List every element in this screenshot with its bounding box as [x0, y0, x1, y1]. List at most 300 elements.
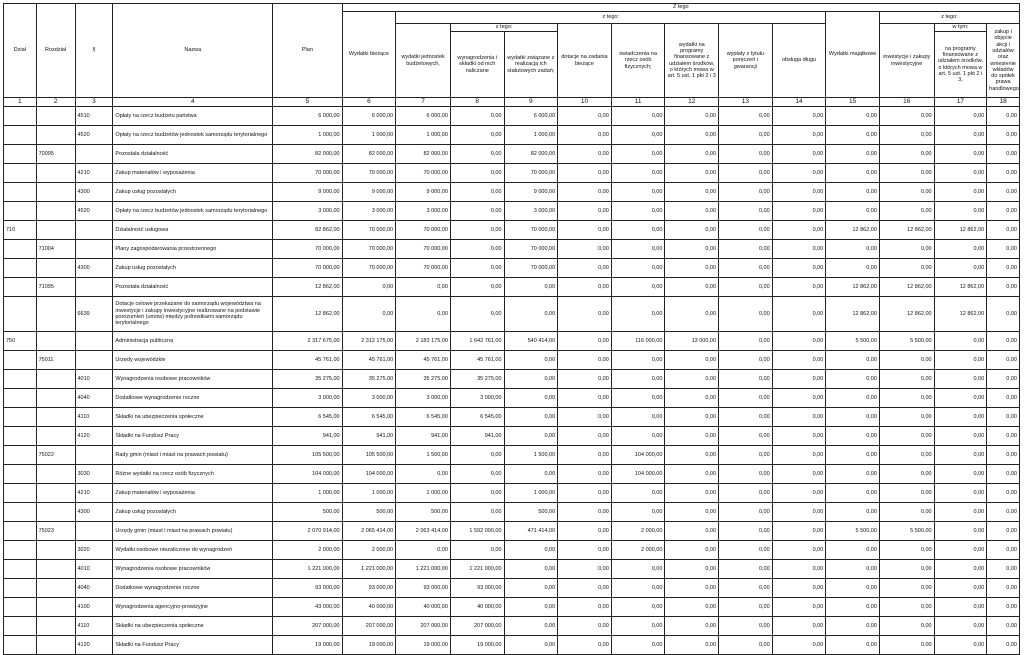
- cell-amount: 35 275,00: [273, 370, 342, 389]
- cell-amount: 0,00: [879, 183, 934, 202]
- cell-amount: 0,00: [934, 503, 987, 522]
- header-swiadczenia: świadczenia na rzecz osób fizycznych;: [611, 24, 665, 98]
- cell-dzial: [4, 636, 37, 655]
- cell-amount: 0,00: [396, 541, 451, 560]
- table-row: [4, 351, 1020, 370]
- cell-amount: 500,00: [342, 503, 396, 522]
- cell-amount: 0,00: [504, 370, 558, 389]
- cell-amount: 93 000,00: [396, 579, 451, 598]
- cell-amount: 0,00: [611, 259, 665, 278]
- cell-amount: 0,00: [558, 636, 612, 655]
- cell-amount: 941,00: [450, 427, 504, 446]
- cell-amount: 70 000,00: [396, 221, 451, 240]
- cell-amount: 0,00: [719, 332, 773, 351]
- cell-amount: 0,00: [719, 221, 773, 240]
- cell-amount: 0,00: [987, 636, 1020, 655]
- table-row: [4, 522, 1020, 541]
- cell-amount: 1 000,00: [273, 484, 342, 503]
- cell-amount: 0,00: [504, 541, 558, 560]
- cell-amount: 0,00: [772, 503, 826, 522]
- cell-amount: 0,00: [450, 259, 504, 278]
- cell-amount: 0,00: [772, 636, 826, 655]
- cell-amount: 13 000,00: [665, 332, 719, 351]
- header-poreczenia: wypłaty z tytułu poręczeń i gwarancji: [719, 24, 773, 98]
- header-dzial: Dział: [4, 4, 37, 98]
- column-number: 18: [987, 98, 1020, 107]
- cell-amount: 0,00: [396, 297, 451, 332]
- cell-amount: 0,00: [665, 164, 719, 183]
- cell-nazwa: Rady gmin (miast i miast na prawach powiatu): [113, 446, 273, 465]
- cell-amount: 0,00: [450, 202, 504, 221]
- cell-amount: 0,00: [558, 107, 612, 126]
- cell-amount: 0,00: [934, 484, 987, 503]
- table-row: [4, 465, 1020, 484]
- table-row: [4, 202, 1020, 221]
- cell-amount: 0,00: [719, 126, 773, 145]
- cell-amount: 104 000,00: [273, 465, 342, 484]
- cell-amount: 0,00: [934, 579, 987, 598]
- cell-amount: 0,00: [826, 145, 880, 164]
- cell-amount: 0,00: [558, 503, 612, 522]
- cell-amount: 3 000,00: [504, 202, 558, 221]
- table-row: [4, 107, 1020, 126]
- cell-amount: 0,00: [987, 183, 1020, 202]
- cell-amount: 0,00: [450, 484, 504, 503]
- table-row: [4, 579, 1020, 598]
- cell-amount: 5 500,00: [826, 522, 880, 541]
- cell-amount: 0,00: [665, 579, 719, 598]
- header-wydatki-biezace: Wydatki bieżące: [342, 12, 396, 98]
- cell-amount: 0,00: [987, 202, 1020, 221]
- cell-amount: 0,00: [665, 484, 719, 503]
- cell-amount: 0,00: [719, 370, 773, 389]
- cell-nazwa: Składki na ubezpieczenia społeczne: [113, 408, 273, 427]
- cell-amount: 0,00: [665, 446, 719, 465]
- cell-amount: 0,00: [558, 522, 612, 541]
- cell-amount: 0,00: [826, 560, 880, 579]
- cell-amount: 0,00: [879, 351, 934, 370]
- cell-amount: 0,00: [611, 408, 665, 427]
- document-page: [3, 3, 1021, 648]
- cell-amount: 0,00: [611, 598, 665, 617]
- cell-amount: 0,00: [719, 351, 773, 370]
- cell-amount: 0,00: [504, 297, 558, 332]
- cell-amount: 0,00: [611, 484, 665, 503]
- cell-nazwa: Zakup materiałów i wyposażenia: [113, 484, 273, 503]
- cell-amount: 0,00: [611, 370, 665, 389]
- cell-amount: 0,00: [719, 408, 773, 427]
- cell-amount: 0,00: [879, 465, 934, 484]
- cell-amount: 1 000,00: [342, 126, 396, 145]
- cell-amount: 0,00: [934, 202, 987, 221]
- cell-dzial: [4, 484, 37, 503]
- cell-amount: 0,00: [772, 126, 826, 145]
- cell-amount: 2 070 914,00: [273, 522, 342, 541]
- cell-amount: 3 000,00: [273, 202, 342, 221]
- cell-amount: 0,00: [987, 560, 1020, 579]
- cell-nazwa: Zakup usług pozostałych: [113, 503, 273, 522]
- cell-amount: 0,00: [772, 259, 826, 278]
- cell-rozdzial: [36, 541, 75, 560]
- cell-rozdzial: [36, 297, 75, 332]
- cell-amount: 941,00: [342, 427, 396, 446]
- cell-amount: 0,00: [450, 164, 504, 183]
- cell-nazwa: Składki na Fundusz Pracy: [113, 427, 273, 446]
- cell-rozdzial: [36, 259, 75, 278]
- cell-amount: 0,00: [826, 351, 880, 370]
- cell-amount: 207 000,00: [273, 617, 342, 636]
- cell-amount: 0,00: [665, 107, 719, 126]
- cell-amount: 0,00: [558, 541, 612, 560]
- cell-amount: 0,00: [611, 240, 665, 259]
- cell-amount: 1 221 000,00: [450, 560, 504, 579]
- cell-amount: 105 500,00: [273, 446, 342, 465]
- cell-amount: 0,00: [772, 164, 826, 183]
- cell-dzial: [4, 107, 37, 126]
- header-z-tego-majatkowe: z tego:: [879, 12, 1019, 24]
- cell-amount: 35 275,00: [342, 370, 396, 389]
- cell-paragraf: [75, 522, 113, 541]
- cell-amount: 6 000,00: [342, 107, 396, 126]
- cell-amount: 5 500,00: [826, 332, 880, 351]
- cell-paragraf: 4520: [75, 202, 113, 221]
- table-row: [4, 332, 1020, 351]
- table-row: [4, 221, 1020, 240]
- cell-amount: 0,00: [611, 107, 665, 126]
- cell-amount: 0,00: [504, 579, 558, 598]
- cell-dzial: [4, 541, 37, 560]
- header-wydatki-jednostek: wydatki jednostek budżetowych,: [396, 24, 451, 98]
- table-row: [4, 484, 1020, 503]
- cell-amount: 0,00: [934, 598, 987, 617]
- cell-amount: 1 000,00: [504, 484, 558, 503]
- cell-amount: 0,00: [558, 164, 612, 183]
- column-number: 15: [826, 98, 880, 107]
- cell-amount: 0,00: [987, 503, 1020, 522]
- cell-amount: 3 000,00: [342, 202, 396, 221]
- cell-rozdzial: 71095: [36, 278, 75, 297]
- cell-amount: 0,00: [558, 278, 612, 297]
- cell-amount: 0,00: [934, 427, 987, 446]
- cell-amount: 0,00: [611, 636, 665, 655]
- cell-amount: 19 000,00: [273, 636, 342, 655]
- cell-amount: 6 545,00: [342, 408, 396, 427]
- cell-amount: 0,00: [719, 240, 773, 259]
- cell-amount: 0,00: [450, 446, 504, 465]
- cell-rozdzial: 70095: [36, 145, 75, 164]
- header-inwestycje-programy: na programy finansowane z udziałem środków, o których mowa w art. 5 ust. 1 pkt 2 i 3,: [934, 32, 987, 98]
- cell-amount: 0,00: [719, 522, 773, 541]
- cell-amount: 0,00: [934, 259, 987, 278]
- cell-amount: 12 862,00: [826, 221, 880, 240]
- cell-amount: 0,00: [826, 389, 880, 408]
- cell-amount: 0,00: [665, 541, 719, 560]
- cell-dzial: [4, 446, 37, 465]
- cell-amount: 0,00: [611, 126, 665, 145]
- cell-amount: 0,00: [396, 278, 451, 297]
- cell-amount: 104 000,00: [611, 465, 665, 484]
- column-number: 11: [611, 98, 665, 107]
- cell-amount: 0,00: [719, 202, 773, 221]
- cell-rozdzial: [36, 164, 75, 183]
- column-number: 6: [342, 98, 396, 107]
- cell-amount: 0,00: [879, 408, 934, 427]
- cell-amount: 0,00: [934, 446, 987, 465]
- cell-amount: 0,00: [504, 636, 558, 655]
- cell-rozdzial: [36, 126, 75, 145]
- cell-amount: 0,00: [934, 351, 987, 370]
- cell-amount: 0,00: [558, 389, 612, 408]
- cell-rozdzial: [36, 503, 75, 522]
- cell-amount: 0,00: [558, 427, 612, 446]
- cell-nazwa: Opłaty na rzecz budżetów jednostek samorządu terytorialnego: [113, 126, 273, 145]
- cell-amount: 0,00: [987, 370, 1020, 389]
- cell-dzial: [4, 297, 37, 332]
- cell-amount: 0,00: [719, 183, 773, 202]
- cell-amount: 45 761,00: [450, 351, 504, 370]
- cell-dzial: [4, 259, 37, 278]
- cell-dzial: [4, 465, 37, 484]
- cell-amount: 0,00: [772, 332, 826, 351]
- cell-paragraf: 4120: [75, 636, 113, 655]
- cell-amount: 0,00: [772, 183, 826, 202]
- cell-amount: 500,00: [504, 503, 558, 522]
- cell-amount: 0,00: [934, 126, 987, 145]
- budget-table: [3, 3, 1020, 655]
- cell-amount: 5 500,00: [879, 332, 934, 351]
- column-number: 3: [75, 98, 113, 107]
- cell-amount: 0,00: [665, 351, 719, 370]
- cell-amount: 70 000,00: [504, 164, 558, 183]
- cell-paragraf: 4040: [75, 579, 113, 598]
- cell-amount: 5 500,00: [879, 522, 934, 541]
- cell-amount: 0,00: [826, 579, 880, 598]
- header-plan: Plan: [273, 4, 342, 98]
- cell-amount: 0,00: [611, 351, 665, 370]
- cell-paragraf: 4110: [75, 408, 113, 427]
- cell-amount: 70 000,00: [504, 221, 558, 240]
- cell-amount: 93 000,00: [273, 579, 342, 598]
- cell-paragraf: [75, 145, 113, 164]
- cell-dzial: [4, 370, 37, 389]
- cell-amount: 0,00: [879, 240, 934, 259]
- cell-amount: 0,00: [611, 183, 665, 202]
- cell-nazwa: Opłaty na rzecz budżetu państwa: [113, 107, 273, 126]
- cell-amount: 0,00: [987, 297, 1020, 332]
- cell-amount: 0,00: [772, 389, 826, 408]
- cell-amount: 0,00: [504, 351, 558, 370]
- cell-amount: 0,00: [772, 370, 826, 389]
- cell-amount: 0,00: [934, 332, 987, 351]
- table-row: [4, 297, 1020, 332]
- cell-amount: 0,00: [879, 126, 934, 145]
- cell-amount: 0,00: [772, 541, 826, 560]
- cell-amount: 2 000,00: [611, 541, 665, 560]
- cell-amount: 3 000,00: [396, 389, 451, 408]
- cell-amount: 6 545,00: [450, 408, 504, 427]
- cell-amount: 0,00: [719, 598, 773, 617]
- cell-amount: 0,00: [772, 560, 826, 579]
- cell-amount: 0,00: [719, 389, 773, 408]
- cell-amount: 70 000,00: [342, 164, 396, 183]
- cell-amount: 0,00: [826, 598, 880, 617]
- cell-dzial: [4, 202, 37, 221]
- cell-amount: 0,00: [719, 427, 773, 446]
- cell-nazwa: Działalność usługowa: [113, 221, 273, 240]
- cell-paragraf: 4210: [75, 164, 113, 183]
- cell-amount: 0,00: [558, 259, 612, 278]
- cell-amount: 1 221 000,00: [342, 560, 396, 579]
- cell-amount: 0,00: [558, 579, 612, 598]
- cell-amount: 0,00: [450, 126, 504, 145]
- cell-amount: 0,00: [611, 617, 665, 636]
- cell-amount: 0,00: [826, 465, 880, 484]
- cell-amount: 0,00: [987, 107, 1020, 126]
- cell-paragraf: 4300: [75, 183, 113, 202]
- cell-amount: 0,00: [719, 617, 773, 636]
- cell-nazwa: Różne wydatki na rzecz osób fizycznych: [113, 465, 273, 484]
- cell-rozdzial: [36, 389, 75, 408]
- cell-amount: 2 065 414,00: [342, 522, 396, 541]
- column-number: 16: [879, 98, 934, 107]
- cell-amount: 0,00: [826, 126, 880, 145]
- cell-amount: 0,00: [879, 259, 934, 278]
- cell-amount: 0,00: [879, 427, 934, 446]
- cell-amount: 6 545,00: [273, 408, 342, 427]
- cell-amount: 0,00: [987, 408, 1020, 427]
- cell-nazwa: Urzędy gmin (miast i miast na prawach powiatu): [113, 522, 273, 541]
- cell-amount: 0,00: [934, 408, 987, 427]
- cell-amount: 207 000,00: [396, 617, 451, 636]
- cell-amount: 0,00: [504, 598, 558, 617]
- cell-amount: 0,00: [558, 297, 612, 332]
- cell-amount: 3 000,00: [450, 389, 504, 408]
- cell-amount: 3 000,00: [396, 202, 451, 221]
- cell-amount: 104 000,00: [611, 446, 665, 465]
- cell-paragraf: 4100: [75, 598, 113, 617]
- table-row: [4, 183, 1020, 202]
- cell-amount: 1 000,00: [396, 484, 451, 503]
- cell-amount: 1 642 761,00: [450, 332, 504, 351]
- cell-amount: 0,00: [504, 427, 558, 446]
- cell-dzial: [4, 560, 37, 579]
- cell-amount: 1 221 000,00: [273, 560, 342, 579]
- cell-amount: 0,00: [719, 278, 773, 297]
- cell-paragraf: 4510: [75, 107, 113, 126]
- cell-amount: 0,00: [879, 370, 934, 389]
- cell-amount: 0,00: [934, 560, 987, 579]
- cell-amount: 0,00: [450, 297, 504, 332]
- cell-dzial: [4, 503, 37, 522]
- cell-amount: 0,00: [772, 617, 826, 636]
- cell-amount: 941,00: [396, 427, 451, 446]
- cell-amount: 82 862,00: [273, 221, 342, 240]
- cell-amount: 0,00: [719, 541, 773, 560]
- cell-amount: 0,00: [665, 389, 719, 408]
- cell-amount: 0,00: [987, 145, 1020, 164]
- header-inwestycje: inwestycje i zakupy inwestycyjne: [879, 24, 934, 98]
- cell-amount: 116 000,00: [611, 332, 665, 351]
- cell-nazwa: Wynagrodzenia agencyjno-prowizyjne: [113, 598, 273, 617]
- cell-amount: 3 000,00: [273, 389, 342, 408]
- cell-amount: 0,00: [665, 408, 719, 427]
- cell-amount: 0,00: [665, 240, 719, 259]
- cell-amount: 0,00: [879, 560, 934, 579]
- cell-amount: 500,00: [273, 503, 342, 522]
- cell-nazwa: Dotacje celowe przekazane do samorządu województwa na inwestycje i zakupy inwestycyjne realizowane na podstawie porozumień (umów) między jednostkami samorządu terytorialnego: [113, 297, 273, 332]
- cell-amount: 0,00: [772, 351, 826, 370]
- cell-paragraf: [75, 446, 113, 465]
- cell-amount: 0,00: [665, 202, 719, 221]
- cell-amount: 207 000,00: [342, 617, 396, 636]
- cell-rozdzial: [36, 598, 75, 617]
- column-number: 14: [772, 98, 826, 107]
- cell-amount: 0,00: [987, 164, 1020, 183]
- cell-amount: 0,00: [504, 560, 558, 579]
- cell-amount: 0,00: [665, 126, 719, 145]
- cell-rozdzial: [36, 427, 75, 446]
- table-body: [4, 107, 1020, 655]
- cell-amount: 9 000,00: [273, 183, 342, 202]
- cell-amount: 0,00: [826, 636, 880, 655]
- cell-amount: 0,00: [665, 145, 719, 164]
- cell-amount: 0,00: [665, 427, 719, 446]
- cell-amount: 471 414,00: [504, 522, 558, 541]
- cell-amount: 0,00: [826, 259, 880, 278]
- cell-amount: 0,00: [665, 278, 719, 297]
- cell-amount: 1 000,00: [396, 126, 451, 145]
- cell-amount: 0,00: [879, 145, 934, 164]
- cell-dzial: [4, 278, 37, 297]
- cell-amount: 19 000,00: [396, 636, 451, 655]
- cell-amount: 0,00: [558, 446, 612, 465]
- cell-amount: 0,00: [826, 446, 880, 465]
- column-number: 5: [273, 98, 342, 107]
- cell-dzial: [4, 427, 37, 446]
- cell-rozdzial: 71004: [36, 240, 75, 259]
- cell-amount: 941,00: [273, 427, 342, 446]
- header-z-tego: Z tego: [342, 4, 1019, 12]
- cell-amount: 0,00: [665, 522, 719, 541]
- cell-amount: 0,00: [504, 389, 558, 408]
- cell-rozdzial: [36, 202, 75, 221]
- cell-amount: 0,00: [450, 465, 504, 484]
- cell-amount: 0,00: [665, 560, 719, 579]
- cell-amount: 0,00: [879, 107, 934, 126]
- cell-amount: 0,00: [558, 598, 612, 617]
- table-row: [4, 126, 1020, 145]
- cell-amount: 0,00: [665, 617, 719, 636]
- cell-nazwa: Wynagrodzenia osobowe pracowników: [113, 560, 273, 579]
- cell-amount: 12 862,00: [273, 278, 342, 297]
- cell-amount: 0,00: [934, 617, 987, 636]
- column-number: 1: [4, 98, 37, 107]
- cell-amount: 2 317 675,00: [273, 332, 342, 351]
- cell-amount: 0,00: [772, 484, 826, 503]
- cell-amount: 0,00: [987, 541, 1020, 560]
- cell-amount: 0,00: [772, 598, 826, 617]
- cell-paragraf: 4110: [75, 617, 113, 636]
- cell-nazwa: Składki na ubezpieczenia społeczne: [113, 617, 273, 636]
- cell-nazwa: Wydatki osobowe niezaliczone do wynagrodzeń: [113, 541, 273, 560]
- cell-dzial: 710: [4, 221, 37, 240]
- cell-amount: 1 221 000,00: [396, 560, 451, 579]
- cell-amount: 0,00: [934, 164, 987, 183]
- cell-amount: 0,00: [719, 560, 773, 579]
- cell-amount: 45 761,00: [342, 351, 396, 370]
- cell-amount: 0,00: [611, 278, 665, 297]
- cell-amount: 0,00: [504, 278, 558, 297]
